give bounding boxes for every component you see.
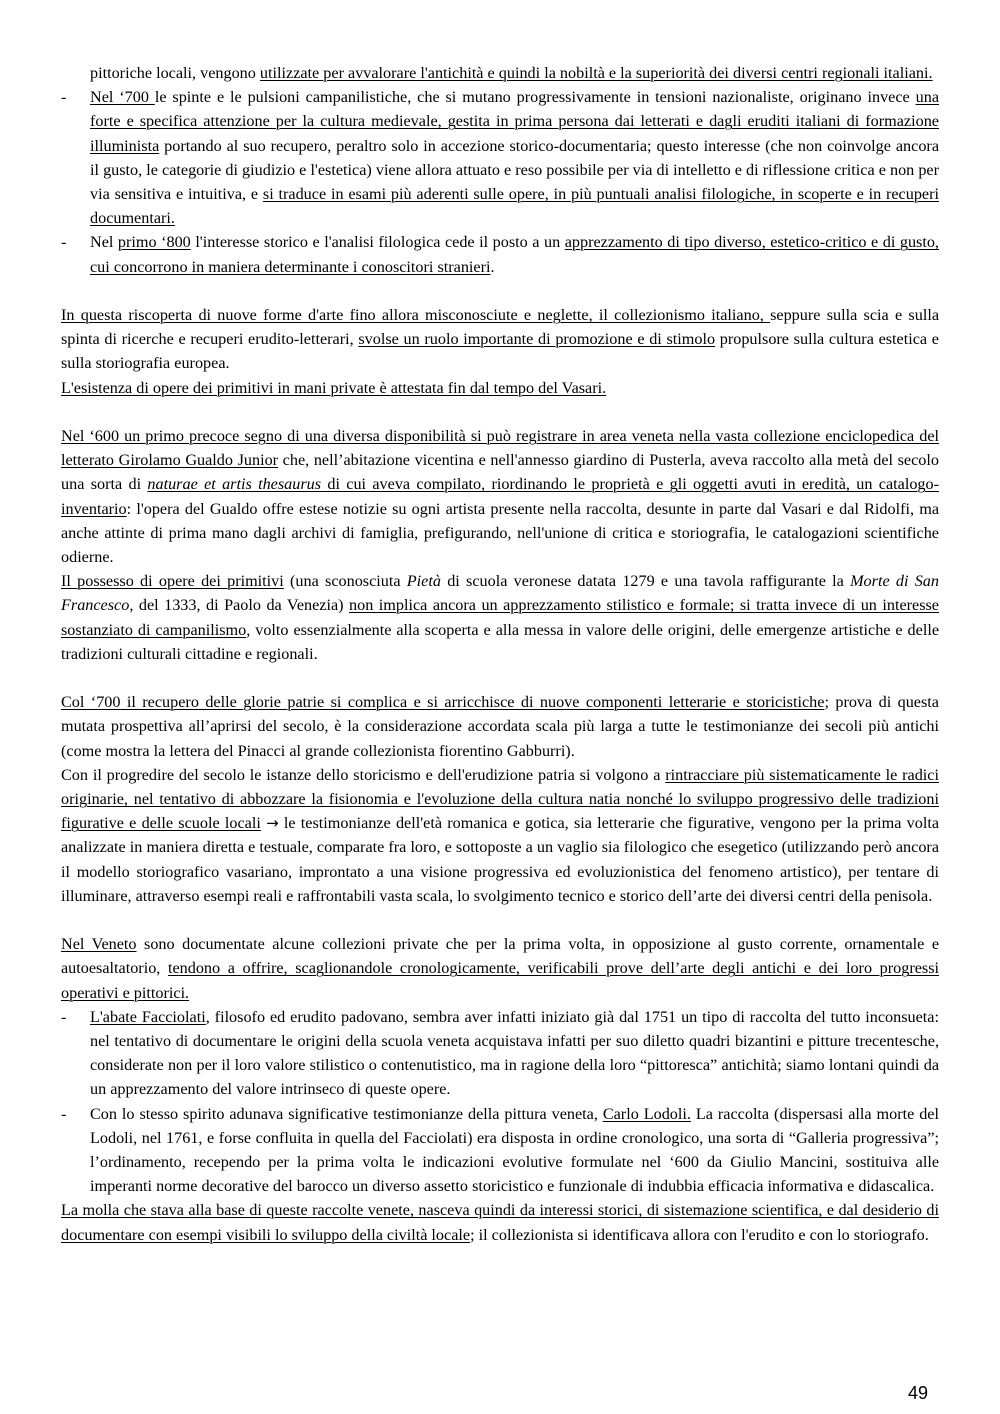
page-number: 49: [908, 1383, 929, 1403]
underlined-text: Carlo Lodoli.: [602, 1104, 691, 1123]
list-item: - L'abate Facciolati, filosofo ed erudito padovano, sembra aver infatti iniziato già dal 1751 un tipo di raccolta del tutto inconsueta: nel tentativo di documentare le origini della scuola veneta acquistava infatti per suo diletto quadri bizantini e pitture trecentesche, considerate non per il loro valore stilistico o contenutistico, ma in ragione della loro “pittoresca” antichità; siamo lontani quindi da un apprezzamento del valore intrinseco di queste opere.: [61, 1005, 939, 1102]
underlined-text: svolse un ruolo importante di promozione e di stimolo: [358, 330, 716, 349]
paragraph: Col ‘700 il recupero delle glorie patrie si complica e si arricchisce di nuove componenti letterarie e storicistiche; prova di questa mutata prospettiva all’aprirsi del secolo, è la considerazione accordata scala più larga a tutte le testimonianze dei secoli più antichi (come mostra la lettera del Pinacci al grande collezionista fiorentino Gabburri).: [61, 693, 939, 760]
underlined-text: apprezzamento di tipo diverso, estetico-critico e di gusto, cui concorrono in maniera determinante i conoscitori stranieri: [90, 233, 939, 276]
underlined-text: una forte e specifica attenzione per la cultura medievale, gestita in prima persona dai letterati e dagli eruditi italiani di formazione illuminista: [90, 88, 939, 155]
page-body: [61, 61, 939, 1247]
underlined-text: si traduce in esami più aderenti sulle opere, in più puntuali analisi filologiche, in scoperte e in recuperi documentari.: [90, 185, 940, 228]
underlined-text: La molla che stava alla base di queste raccolte venete, nasceva quindi da interessi storici, di sistemazione scientifica, e dal desiderio di documentare con esempi visibili lo sviluppo della civiltà locale: [61, 1201, 939, 1244]
paragraph-gap: [61, 400, 939, 424]
underlined-text: primo ‘800: [117, 233, 191, 252]
paragraph: In questa riscoperta di nuove forme d'arte fino allora misconosciute e neglette, il collezionismo italiano, seppure sulla scia e sulla spinta di ricerche e recuperi erudito-letterari, svolse un ruolo importante di promozione e di stimolo propulsore sulla cultura estetica e sulla storiografia europea.: [61, 306, 940, 373]
underlined-text: utilizzate per avvalorare l'antichità e quindi la nobiltà e la superiorità dei diversi centri regionali italiani.: [259, 64, 933, 82]
underlined-text: tendono a offrire, scaglionandole cronologicamente, verificabili prove dell’arte degli antichi e dei loro progressi operativi e pittorici.: [61, 959, 939, 1002]
underlined-text: L'abate Facciolati: [90, 1007, 206, 1026]
underlined-text: rintracciare più sistematicamente le radici originarie, nel tentativo di abbozzare la fisionomia e l'evoluzione della cultura natia nonché lo sviluppo progressivo delle tradizioni figurative e delle scuole locali: [61, 765, 939, 833]
underlined-text: Nel ‘600 un primo precoce segno di una diversa disponibilità si può registrare in area veneta nella vasta collezione enciclopedica del letterato Girolamo Gualdo Junior: [61, 427, 939, 470]
list-item: - Nel primo ‘800 l'interesse storico e l'analisi filologica cede il posto a un apprezzamento di tipo diverso, estetico-critico e di gusto, cui concorrono in maniera determinante i conoscitori stranieri.: [61, 230, 939, 278]
underlined-italic-text: naturae et artis thesaurus di cui aveva compilato, riordinando le proprietà e gli oggetti avuti in eredità, un catalogo-inventario: [61, 475, 939, 518]
list-dash: -: [61, 1104, 67, 1123]
paragraph: Il possesso di opere dei primitivi (una sconosciuta Pietà di scuola veronese datata 1279 e una tavola raffigurante la Morte di San Francesco, del 1333, di Paolo da Venezia) non implica ancora un apprezzamento stilistico e formale; si tratta invece di un interesse sostanziato di campanilismo, volto essenzialmente alla scoperta e alla messa in valore delle origini, delle emergenze artistiche e delle tradizioni culturali cittadine e regionali.: [61, 572, 940, 663]
italic-title: Pietà: [406, 572, 441, 591]
underlined-text: In questa riscoperta di nuove forme d'arte fino allora misconosciute e neglette, il collezionismo italiano,: [61, 306, 771, 325]
underlined-text: Col ‘700 il recupero delle glorie patrie si complica e si arricchisce di nuove componenti letterarie e storicistiche: [61, 693, 825, 712]
list-item: - Con lo stesso spirito adunava significative testimonianze della pittura veneta, Carlo Lodoli. La raccolta (dispersasi alla morte del Lodoli, nel 1761, e forse confluita in quella del Facciolati) era disposta in ordine cronologico, una sorta di “Galleria progressiva”; l’ordinamento, recependo per la prima volta le indicazioni evolutive formulate nel ‘600 da Giulio Mancini, sostituiva alle imperanti norme decorative del barocco un diverso assetto storicistico e funzionale di indubbia efficacia informativa e didascalica.: [61, 1102, 939, 1199]
paragraph-gap: [61, 908, 939, 932]
paragraph: Con il progredire del secolo le istanze dello storicismo e dell'erudizione patria si volgono a rintracciare più sistematicamente le radici originarie, nel tentativo di abbozzare la fisionomia e l'evoluzione della cultura natia nonché lo sviluppo progressivo delle tradizioni figurative e delle scuole locali → le testimonianze dell'età romanica e gotica, sia letterarie che figurative, vengono per la prima volta analizzate in maniera diretta e testuale, comparate fra loro, e sottoposte a un vaglio sia filologico che esegetico (utilizzando però ancora il modello storiografico vasariano, improntato a una visione progressiva ed evoluzionistica del fenomeno artistico), per tentare di illuminare, attraverso esempi reali e raffrontabili vasta scala, lo svolgimento tecnico e storico dell’arte dei diversi centri della penisola.: [61, 765, 940, 905]
paragraph: Nel Veneto sono documentate alcune collezioni private che per la prima volta, in opposizione al gusto corrente, ornamentale e autoesaltatorio, tendono a offrire, scaglionandole cronologicamente, verificabili prove dell’arte degli antichi e dei loro progressi operativi e pittorici.: [61, 935, 939, 1002]
underlined-text: L'esistenza di opere dei primitivi in mani private è attestata fin dal tempo del Vasari.: [61, 378, 607, 397]
underlined-text: Il possesso di opere dei primitivi: [61, 572, 284, 591]
list-dash: -: [61, 1007, 67, 1026]
underlined-text: non implica ancora un apprezzamento stilistico e formale; si tratta invece di un interesse sostanziato di campanilismo: [61, 596, 939, 639]
paragraph: Nel ‘600 un primo precoce segno di una diversa disponibilità si può registrare in area veneta nella vasta collezione enciclopedica del letterato Girolamo Gualdo Junior che, nell’abitazione vicentina e nell'annesso giardino di Pusterla, aveva raccolto alla metà del secolo una sorta di naturae et artis thesaurus di cui aveva compilato, riordinando le proprietà e gli oggetti avuti in eredità, un catalogo-inventario: l'opera del Gualdo offre estese notizie su ogni artista presente nella raccolta, desunte in parte dal Vasari e dal Ridolfi, ma anche attinte di prima mano dagli archivi di famiglia, prefigurando, nell'unione di critica e storiografia, le catalogazioni scientifiche odierne.: [61, 427, 939, 567]
paragraph: [61, 376, 939, 400]
list-item: - Nel ‘700 le spinte e le pulsioni campanilistiche, che si mutano progressivamente in tensioni nazionaliste, originano invece una forte e specifica attenzione per la cultura medievale, gestita in prima persona dai letterati e dagli eruditi italiani di formazione illuminista portando al suo recupero, peraltro solo in accezione storico-documentaria; questo interesse (che non coinvolge ancora il gusto, le categorie di giudizio e l'estetica) viene allora attuato e reso possibile per via di intelletto e di riflessione critica e non per via sensitiva e intuitiva, e si traduce in esami più aderenti sulle opere, in più puntuali analisi filologiche, in scoperte e in recuperi documentari.: [61, 85, 939, 230]
underlined-text: Nel Veneto: [61, 935, 137, 954]
list-dash: -: [61, 88, 67, 107]
underlined-text: Nel ‘700: [90, 88, 155, 107]
paragraph-gap: [61, 279, 939, 303]
intro-paragraph: pittoriche locali, vengono utilizzate per avvalorare l'antichità e quindi la nobiltà e la superiorità dei diversi centri regionali italiani.: [90, 64, 933, 82]
list-dash: -: [61, 233, 67, 252]
paragraph-gap: [61, 666, 939, 690]
italic-title: Morte di San Francesco: [61, 572, 939, 615]
right-arrow-icon: →: [266, 814, 279, 833]
paragraph: La molla che stava alla base di queste raccolte venete, nasceva quindi da interessi storici, di sistemazione scientifica, e dal desiderio di documentare con esempi visibili lo sviluppo della civiltà locale; il collezionista si identificava allora con l'erudito e con lo storiografo.: [61, 1201, 939, 1244]
